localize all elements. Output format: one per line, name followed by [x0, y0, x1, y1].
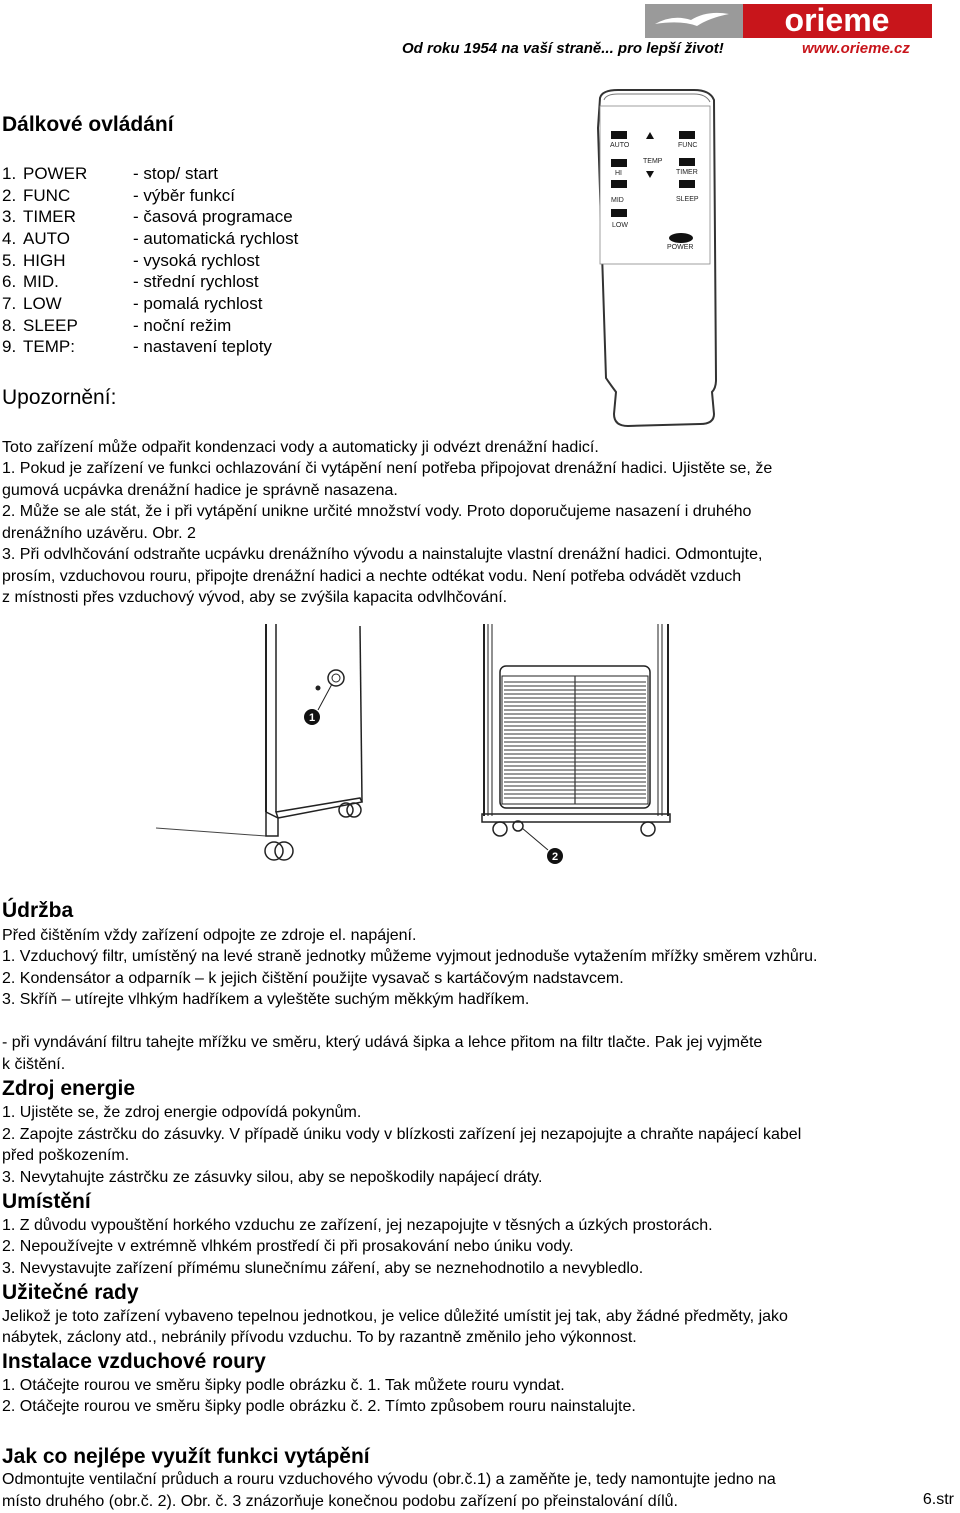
placement-line: 3. Nevystavujte zařízení přímému slunečnímu záření, aby se neznehodnotilo a nevybledlo.: [2, 1260, 644, 1277]
maintenance-line: 2. Kondensátor a odparník – k jejich čištění použijte vysavač s kartáčovým nadstavcem.: [2, 970, 624, 987]
maintenance-note: k čištění.: [2, 1056, 66, 1073]
placement-line: 2. Nepoužívejte v extrémně vlhkém prostředí či při prosakování nebo úniku vody.: [2, 1238, 574, 1255]
tips-title: Užitečné rady: [2, 1281, 139, 1304]
warning-title: Upozornění:: [2, 386, 117, 409]
figure-1-callout: 1: [308, 712, 316, 724]
sleep-label: SLEEP: [676, 196, 699, 203]
pipe-title: Instalace vzduchové roury: [2, 1350, 266, 1373]
placement-line: 1. Z důvodu vypouštění horkého vzduchu ze zařízení, jej nezapojujte v těsných a úzkých prostorách.: [2, 1217, 713, 1234]
figure-1-side-view: [150, 622, 380, 868]
warning-line: 3. Při odvlhčování odstraňte ucpávku drenážního vývodu a nainstalujte vlastní drenážní hadici. Odmontujte,: [2, 546, 763, 563]
timer-label: TIMER: [676, 169, 698, 176]
warning-line: 2. Může se ale stát, že i při vytápění unikne určité množství vody. Proto doporučujeme nasazení i druhého: [2, 503, 752, 520]
logo-text: orieme: [784, 4, 890, 38]
maintenance-title: Údržba: [2, 899, 74, 922]
page-number: 6.str: [922, 1491, 954, 1508]
tips-line: Jelikož je toto zařízení vybaveno tepelnou jednotkou, je velice důležité umístit jej tak, aby žádné předměty, jako: [2, 1308, 788, 1325]
hi-label: HI: [615, 170, 622, 177]
heating-line: Odmontujte ventilační průduch a rouru vzduchového vývodu (obr.č.1) a zaměňte je, tedy namontujte jedno na: [2, 1471, 776, 1488]
low-label: LOW: [612, 222, 628, 229]
pipe-line: 1. Otáčejte rourou ve směru šipky podle obrázku č. 1. Tak můžete rouru vyndat.: [2, 1377, 565, 1394]
orieme-logo: [645, 4, 932, 38]
slogan: Od roku 1954 na vaší straně... pro lepší život!: [402, 40, 724, 57]
placement-title: Umístění: [2, 1190, 91, 1213]
warning-line: Toto zařízení může odpařit kondenzaci vody a automaticky ji odvézt drenážní hadicí.: [2, 439, 599, 456]
maintenance-line: Před čištěním vždy zařízení odpojte ze zdroje el. napájení.: [2, 927, 417, 944]
maintenance-line: 1. Vzduchový filtr, umístěný na levé straně jednotky můžeme vyjmout jednoduše vytažením mřížky směrem vzhůru.: [2, 948, 818, 965]
figure-2-back-view: [478, 622, 684, 870]
func-label: FUNC: [678, 142, 698, 149]
auto-label: AUTO: [610, 142, 630, 149]
power-label: POWER: [667, 244, 694, 251]
power-line: 3. Nevytahujte zástrčku ze zásuvky silou, aby se nepoškodily napájecí dráty.: [2, 1169, 543, 1186]
warning-line: prosím, vzduchovou rouru, připojte drenážní hadici a nechte odtékat vodu. Není potřeba odvádět vzduch: [2, 568, 742, 585]
logo-graphic: [645, 4, 932, 38]
temp-label: TEMP: [643, 158, 663, 165]
website-link[interactable]: www.orieme.cz: [802, 40, 910, 57]
power-line: 2. Zapojte zástrčku do zásuvky. V případě úniku vody v blízkosti zařízení jej nezapojujte a chraňte napájecí kabel: [2, 1126, 802, 1143]
tips-line: nábytek, záclony atd., nebránily přívodu vzduchu. To by razantně změnilo jeho výkonnost.: [2, 1329, 637, 1346]
power-line: 1. Ujistěte se, že zdroj energie odpovídá pokynům.: [2, 1104, 362, 1121]
remote-control-illustration: [588, 88, 724, 430]
heating-title: Jak co nejlépe využít funkci vytápění: [2, 1445, 370, 1468]
pipe-line: 2. Otáčejte rourou ve směru šipky podle obrázku č. 2. Tímto způsobem rouru nainstalujte.: [2, 1398, 636, 1415]
heating-line: místo druhého (obr.č. 2). Obr. č. 3 znázorňuje konečnou podobu zařízení po přeinstalování dílů.: [2, 1493, 678, 1510]
remote-title: Dálkové ovládání: [2, 113, 174, 136]
warning-line: 1. Pokud je zařízení ve funkci ochlazování či vytápění není potřeba připojovat drenážní hadici. Ujistěte se, že: [2, 460, 773, 477]
maintenance-note: - při vyndávání filtru tahejte mřížku ve směru, který udává šipka a lehce přitom na filtr tlačte. Pak jej vyjměte: [2, 1034, 763, 1051]
maintenance-line: 3. Skříň – utírejte vlhkým hadříkem a vyleštěte suchým měkkým hadříkem.: [2, 991, 530, 1008]
figure-2-callout: 2: [551, 851, 559, 863]
power-line: před poškozením.: [2, 1147, 130, 1164]
power-title: Zdroj energie: [2, 1077, 136, 1100]
mid-label: MID: [611, 197, 624, 204]
warning-line: gumová ucpávka drenážní hadice je správně nasazena.: [2, 482, 398, 499]
warning-line: drenážního uzávěru. Obr. 2: [2, 525, 196, 542]
warning-line: z místnosti přes vzduchový vývod, aby se zvýšila kapacita odvlhčování.: [2, 589, 508, 606]
